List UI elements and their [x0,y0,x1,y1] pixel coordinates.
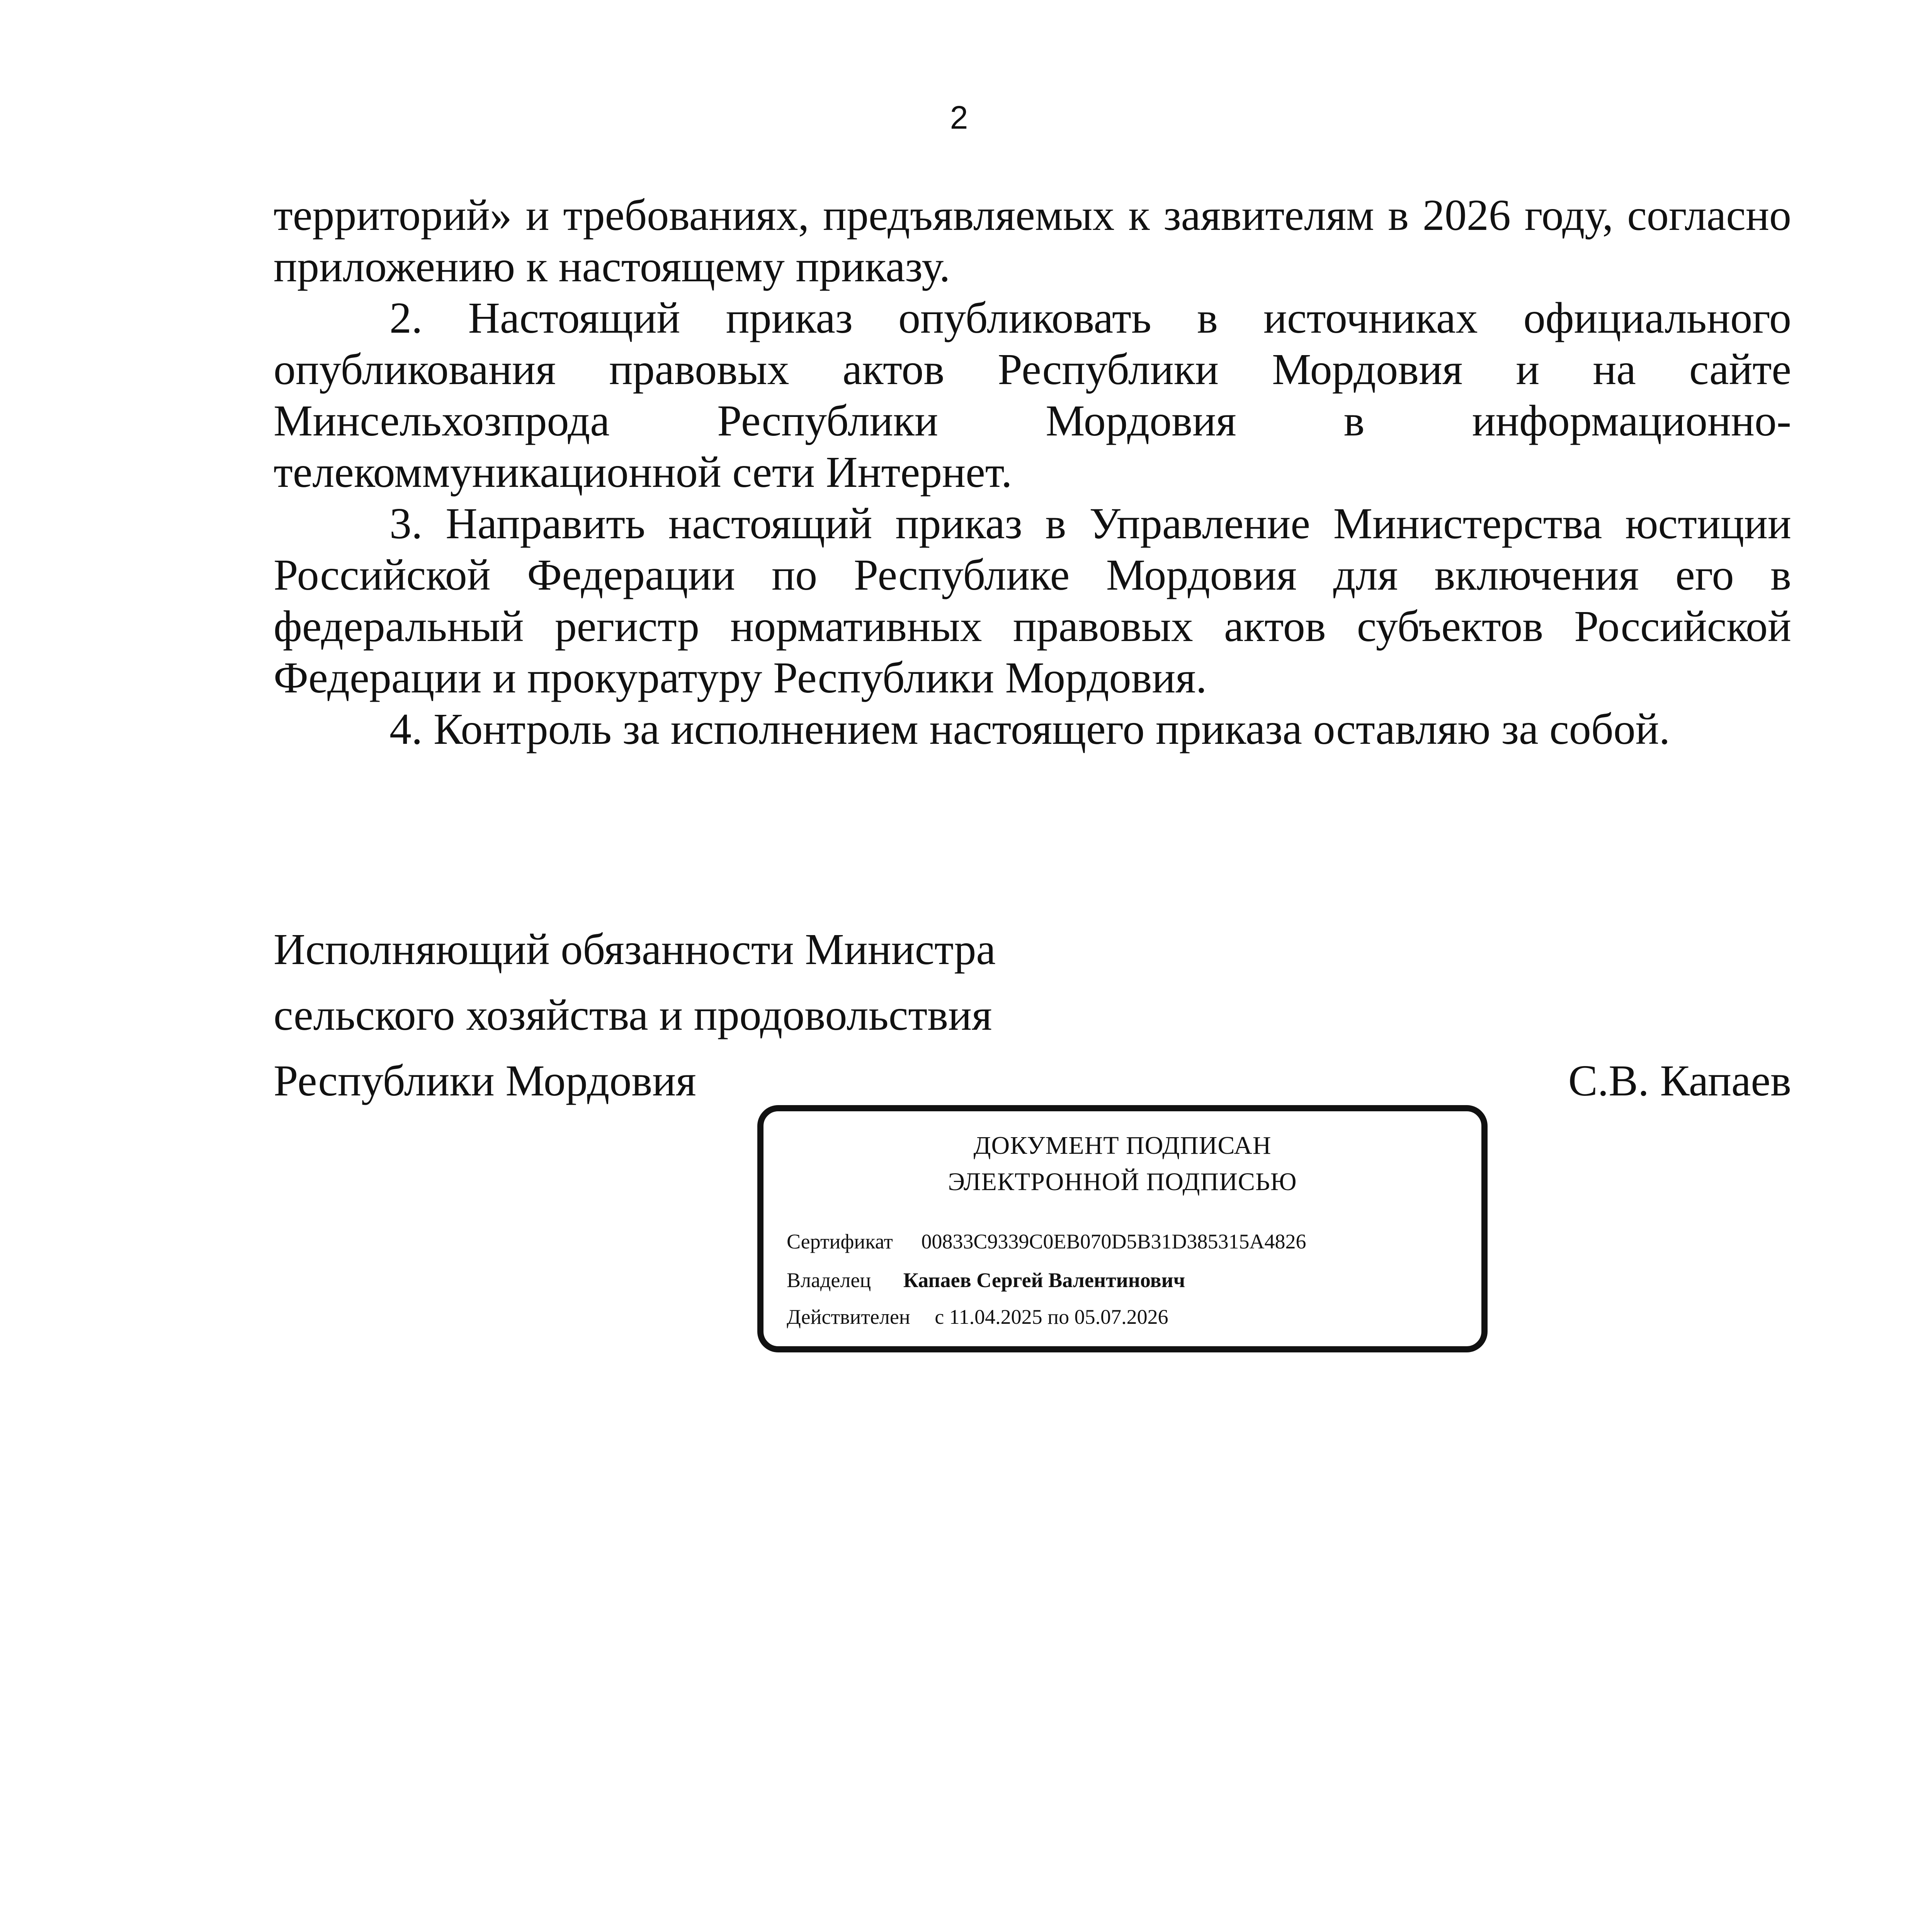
paragraph-continuation: территорий» и требованиях, предъявляемых к заявителям в 2026 году, согласно приложению к настоящему приказу. [274,190,1791,291]
document-body [274,189,1791,755]
stamp-certificate-value: 00833C9339C0EB070D5B31D385315A4826 [921,1230,1306,1253]
stamp-certificate-row [787,1231,1306,1252]
paragraph-3: 3. Направить настоящий приказ в Управление Министерства юстиции Российской Федерации по Республике Мордовия для включения его в федеральный регистр нормативных правовых актов субъектов Российской Федерации и прокуратуру Республики Мордовия. [274,499,1791,702]
signer-position-line-1: Исполняющий обязанности Министра [274,925,996,974]
signer-name: С.В. Капаев [1568,1056,1791,1105]
stamp-title-line-1: ДОКУМЕНТ ПОДПИСАН [973,1131,1272,1160]
stamp-owner-value: Капаев Сергей Валентинович [903,1269,1185,1292]
stamp-owner-label: Владелец [787,1269,871,1292]
stamp-validity-row [787,1306,1168,1327]
page-number: 2 [950,99,968,136]
stamp-validity-value: с 11.04.2025 по 05.07.2026 [935,1305,1168,1328]
electronic-signature-stamp [757,1105,1488,1352]
stamp-title-line-2: ЭЛЕКТРОННОЙ ПОДПИСЬЮ [948,1168,1297,1196]
signer-position-line-2: сельского хозяйства и продовольствия [274,990,992,1039]
stamp-owner-row [787,1270,1185,1291]
stamp-validity-label: Действителен [787,1305,910,1328]
stamp-certificate-label: Сертификат [787,1230,893,1253]
signer-position-line-3: Республики Мордовия [274,1056,696,1105]
paragraph-4: 4. Контроль за исполнением настоящего приказа оставляю за собой. [389,704,1670,753]
paragraph-2: 2. Настоящий приказ опубликовать в источниках официального опубликования правовых актов Республики Мордовия и на сайте Минсельхозпрода Республики Мордовия в информационно-телекоммуникационной сети Интернет. [274,293,1791,497]
signature-block [274,917,1791,1114]
